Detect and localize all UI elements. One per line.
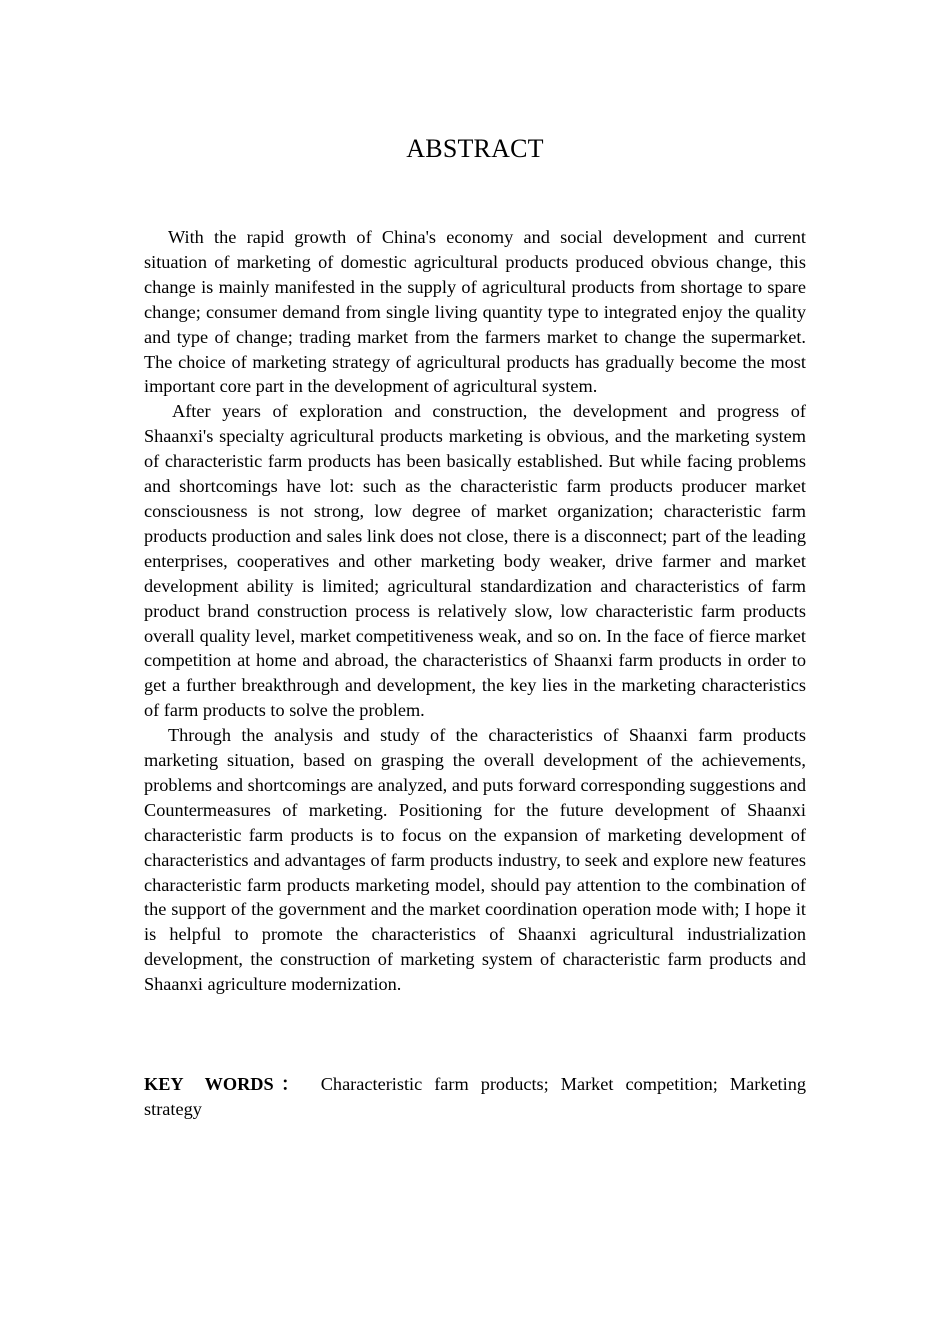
abstract-paragraph-3: Through the analysis and study of the characteristics of Shaanxi farm products marketing situation, based on grasping the overall development of the achievements, problems and shortcomings are analyzed, and puts forward corresponding suggestions and Countermeasures of marketing. Positioning for the future development of Shaanxi characteristic farm products is to focus on the expansion of marketing development of characteristics and advantages of farm products industry, to seek and explore new features characteristic farm products marketing model, should pay attention to the combination of the support of the government and the market coordination operation mode with; I hope it is helpful to promote the characteristics of Shaanxi agricultural industrialization development, the construction of marketing system of characteristic farm products and Shaanxi agriculture modernization.	[144, 725, 806, 995]
keywords-text: Characteristic farm products; Market competition; Marketing strategy	[144, 1074, 806, 1119]
abstract-paragraph-1: With the rapid growth of China's economy and social development and current situation of marketing of domestic agricultural products produced obvious change, this change is mainly manifested in the supply of agricultural products from shortage to spare change; consumer demand from single living quantity type to integrated enjoy the quality and type of change; trading market from the farmers market to change the supermarket. The choice of marketing strategy of agricultural products has gradually become the most important core part in the development of agricultural system.	[144, 227, 806, 397]
abstract-paragraph-2: After years of exploration and construction, the development and progress of Shaanxi's specialty agricultural products marketing is obvious, and the marketing system of characteristic farm products has been basically established. But while facing problems and shortcomings have lot: such as the characteristic farm products producer market consciousness is not strong, low degree of market organization; characteristic farm products production and sales link does not close, there is a disconnect; part of the leading enterprises, cooperatives and other marketing body weaker, drive farmer and market development ability is limited; agricultural standardization and characteristics of farm product brand construction process is relatively slow, low characteristic farm products overall quality level, market competitiveness weak, and so on. In the face of fierce market competition at home and abroad, the characteristics of Shaanxi farm products in order to get a further breakthrough and development, the key lies in the marketing characteristics of farm products to solve the problem.	[144, 401, 806, 721]
keywords-line	[144, 1072, 806, 1122]
abstract-body	[144, 225, 806, 997]
abstract-title: ABSTRACT	[406, 134, 544, 163]
keywords-label: KEY WORDS：	[144, 1074, 307, 1094]
